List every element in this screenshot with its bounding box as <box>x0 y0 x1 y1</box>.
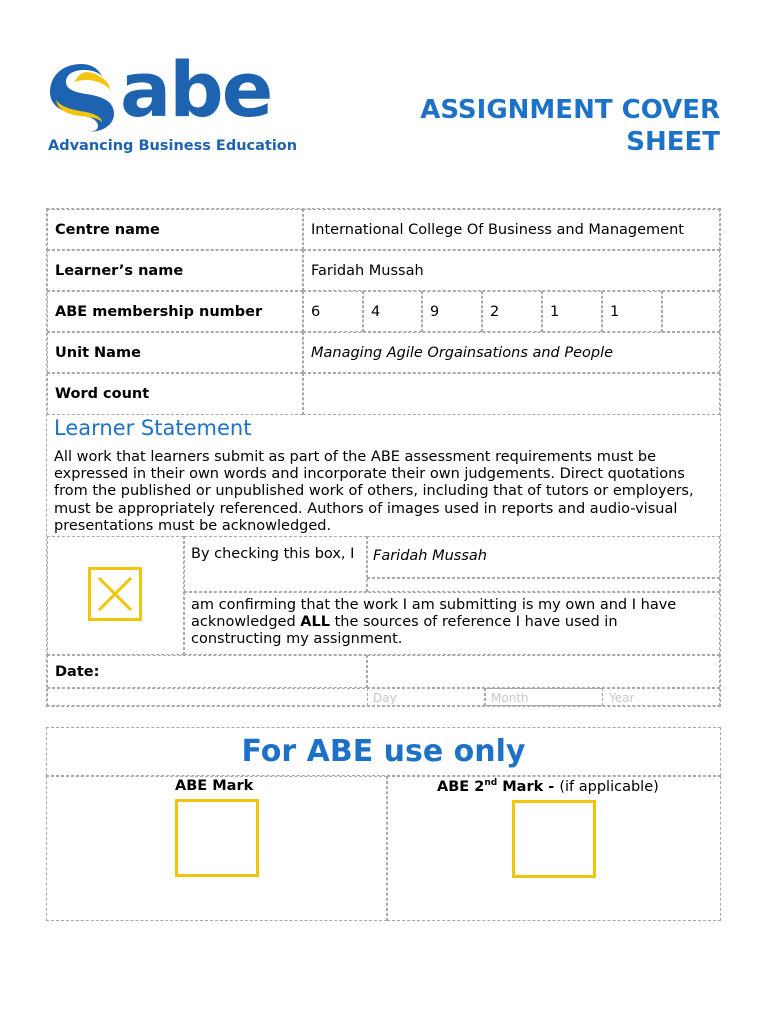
learner-name-label: Learner’s name <box>47 250 303 291</box>
abe-logo-tagline: Advancing Business Education <box>48 138 298 154</box>
confirmation-text-post: the sources of reference I have used in constructing my assignment. <box>191 614 618 648</box>
centre-name-label: Centre name <box>47 209 303 250</box>
date-label: Date: <box>47 655 367 688</box>
confirmation-text-bold: ALL <box>300 614 330 631</box>
page-title <box>360 94 720 158</box>
date-field[interactable] <box>367 655 720 688</box>
abe-second-mark-label-pre: ABE 2 <box>437 778 485 795</box>
membership-digit-3[interactable]: 9 <box>422 291 482 332</box>
page-title-line1: ASSIGNMENT COVER <box>420 95 720 125</box>
membership-digit-7[interactable] <box>662 291 720 332</box>
membership-digit-5[interactable]: 1 <box>542 291 602 332</box>
unit-name-field[interactable]: Managing Agile Orgainsations and People <box>303 332 720 373</box>
membership-digit-1[interactable]: 6 <box>303 291 363 332</box>
abe-second-mark-box[interactable] <box>512 800 596 878</box>
membership-number-label: ABE membership number <box>47 291 303 332</box>
unit-name-label: Unit Name <box>47 332 303 373</box>
membership-digit-2[interactable]: 4 <box>363 291 422 332</box>
word-count-label: Word count <box>47 373 303 415</box>
signature-underline-cell <box>367 578 720 592</box>
centre-name-field[interactable]: International College Of Business and Management <box>303 209 720 250</box>
date-day-placeholder: Day <box>373 691 397 705</box>
membership-digit-4[interactable]: 2 <box>482 291 542 332</box>
date-month-placeholder: Month <box>491 691 529 705</box>
by-checking-text: By checking this box, I <box>191 546 355 562</box>
learner-statement-heading: Learner Statement <box>54 416 252 440</box>
abe-second-mark-label-bold: Mark - <box>497 778 560 795</box>
abe-logo-wordmark: abe <box>120 45 272 134</box>
abe-logo-swoosh-icon <box>46 60 118 136</box>
date-year-placeholder: Year <box>609 691 635 705</box>
word-count-field[interactable] <box>303 373 720 415</box>
learner-name-field[interactable]: Faridah Mussah <box>303 250 720 291</box>
by-checking-cell <box>184 536 367 592</box>
abe-second-mark-sup: nd <box>484 778 498 788</box>
declaration-checkbox[interactable] <box>88 567 142 621</box>
abe-second-mark-label <box>437 778 659 795</box>
membership-digit-6[interactable]: 1 <box>602 291 662 332</box>
abe-second-mark-label-post: (if applicable) <box>559 778 659 795</box>
abe-use-heading: For ABE use only <box>46 727 721 776</box>
page-title-line2: SHEET <box>626 127 720 157</box>
confirmation-text <box>191 597 711 649</box>
abe-mark-box[interactable] <box>175 799 259 877</box>
signature-field[interactable]: Faridah Mussah <box>373 548 487 564</box>
confirmation-text-pre: am confirming that the work I am submitting is my own and I have acknowledged <box>191 597 677 631</box>
checkbox-cross-icon <box>91 570 139 618</box>
learner-statement-body: All work that learners submit as part of the ABE assessment requirements must be expressed in their own words and incorporate their own judgements. Direct quotations from the published or unpublished work of others, including that of tutors or employers, must be appropriately referenced. Authors of images used in reports and audio-visual presentations must be acknowledged. <box>54 449 694 534</box>
abe-mark-label: ABE Mark <box>175 778 254 794</box>
